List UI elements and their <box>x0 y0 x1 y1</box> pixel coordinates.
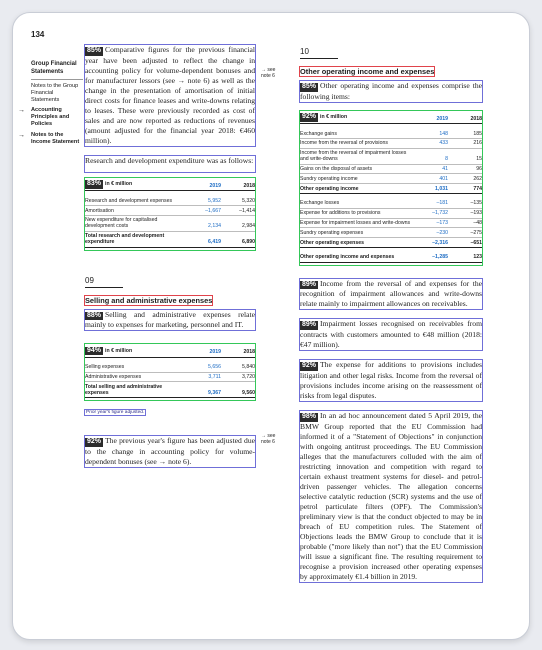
table-row: Administrative expenses 3,711 3,720 <box>85 374 255 381</box>
table-grand-total-row: Other operating income and expenses –1,285 123 <box>300 254 482 261</box>
other-operating-table: 92% in € million 2019 2018 Exchange gains 148 185 Income from the reversal of provisions 433 216 Income from the reversal of impairment losses and write-downs 8 15 Gains on the disposal of assets 41 96 Sundry operating income 401 262 Other operating income 1,031 774 Exchange losses –181 –135 Expense for additions to provisions –1,732 –193 Expense for impairment losses and write-downs –173 –48 Sundry operating expenses –230 –275 Other operating expenses –2,316 –651 Other operating income and expenses –1,285 123 <box>300 111 482 265</box>
sidebar-link-income-statement[interactable]: → Notes to the Income Statement <box>18 131 80 145</box>
rd-table <box>85 178 255 250</box>
footnote: Prior year's figure adjusted. <box>86 410 145 416</box>
table-row: Exchange gains 148 185 <box>300 130 482 137</box>
section-number: 10 <box>300 47 309 56</box>
confidence-badge: 92% <box>87 438 102 446</box>
table-row: Income from the reversal of impairment losses and write-downs 8 15 <box>300 150 482 163</box>
confidence-badge: 92% <box>302 113 317 121</box>
confidence-badge: 98% <box>302 413 317 421</box>
document-page <box>12 12 530 640</box>
section-10 <box>300 47 482 102</box>
table-row: Exchange losses –181 –135 <box>300 200 482 207</box>
confidence-badge: 92% <box>302 362 317 370</box>
confidence-badge: 85% <box>302 83 317 90</box>
section-number: 09 <box>85 275 94 285</box>
table-row: Amortisation –1,667 –1,414 <box>85 207 255 214</box>
rd-caption: Research and development expenditure was as follows: <box>85 156 255 172</box>
sidebar-nav <box>18 61 83 150</box>
table-row: Gains on the disposal of assets 41 96 <box>300 166 482 173</box>
sidebar-title: Group Financial Statements <box>31 61 83 80</box>
col-2019: 2019 <box>187 179 221 191</box>
table-row: Expense for impairment losses and write-downs –173 –48 <box>300 219 482 226</box>
table-row: Sundry operating income 401 262 <box>300 175 482 182</box>
intro-paragraph: 85% Comparative figures for the previous financial year have been adjusted to reflect the change in accounting policy for volume-dependent bonuses and for manufacturer lessors (see → note 6) as well as the change in the presentation of amortisation of initial direct costs for finance leases and write-downs relating to leases. These were previously recorded as cost of sales and are now reported as reductions of revenues (amount adjusted for the financial year 2018: €460 million). <box>85 45 255 145</box>
table-total-row: Other operating income 1,031 774 <box>300 185 482 192</box>
page-number: 134 <box>31 30 45 39</box>
paragraph-provisions: 92% The expense for additions to provisions includes litigation and other legal risks. Income from the reversal of provisions includes income arising on the reassessment of risks from legal disputes. <box>300 360 482 401</box>
confidence-badge: 94% <box>87 346 102 354</box>
confidence-badge: 85% <box>87 47 102 54</box>
table-row: Research and development expenses 5,952 5,320 <box>85 197 255 204</box>
table-row: Sundry operating expenses –230 –275 <box>300 229 482 236</box>
table-row: Selling expenses 5,656 5,840 <box>85 364 255 371</box>
adjust-paragraph: 92% The previous year's figure has been adjusted due to the change in accounting policy for volume-dependent bonuses (see → note 6). <box>85 436 255 466</box>
arrow-right-icon: → <box>18 106 25 114</box>
table-row: Expense for additions to provisions –1,732 –193 <box>300 210 482 217</box>
table-total-row: Total research and development expenditure 6,419 6,890 <box>85 233 255 246</box>
table-row: New expenditure for capitalised development costs 2,134 2,984 <box>85 217 255 230</box>
table-total-row: Total selling and administrative expenses 9,367 9,560 <box>85 383 255 396</box>
rd-table-unit: in € million <box>105 181 133 188</box>
sidebar-link-accounting[interactable]: → Accounting Principles and Policies <box>18 106 70 127</box>
section-10-paragraph: 85% Other operating income and expenses comprise the following items: <box>300 81 482 101</box>
confidence-badge: 89% <box>302 321 317 329</box>
paragraph-reversal: 89% Income from the reversal of and expenses for the recognition of impairment allowances and write-downs relate mainly to impairment allowances on receivables. <box>300 278 482 309</box>
table-total-row: Other operating expenses –2,316 –651 <box>300 239 482 246</box>
section-title: Other operating income and expenses <box>300 67 435 76</box>
section-09 <box>85 276 255 331</box>
arrow-right-icon: → <box>18 131 25 139</box>
confidence-badge: 83% <box>87 180 102 188</box>
confidence-badge: 89% <box>302 280 317 288</box>
confidence-badge: 88% <box>87 311 102 319</box>
section-divider <box>300 58 338 59</box>
left-column <box>85 45 255 467</box>
note-ref-link[interactable]: → see note 6 <box>261 67 276 79</box>
col-2018: 2018 <box>221 179 255 191</box>
right-column <box>300 47 482 582</box>
table-row: Income from the reversal of provisions 433 216 <box>300 140 482 147</box>
section-divider <box>85 287 123 288</box>
sa-table: 94% in € million 2019 2018 Selling expenses 5,656 5,840 Administrative expenses 3,711 3,720 Total selling and administrative expenses 9,367 9,560 <box>85 344 255 400</box>
sidebar-link-notes[interactable]: Notes to the Group Financial Statements <box>31 83 79 103</box>
section-title: Selling and administrative expenses <box>85 295 213 305</box>
section-09-paragraph: 88% Selling and administrative expenses relate mainly to expenses for marketing, personnel and IT. <box>85 309 255 330</box>
note-ref-link[interactable]: → see note 6 <box>261 433 276 445</box>
paragraph-impairment: 89% Impairment losses recognised on receivables from contracts with customers amounted to €48 million (2018: €47 million). <box>300 319 482 350</box>
paragraph-ad-hoc: 98% In an ad hoc announcement dated 5 April 2019, the BMW Group reported that the EU Commission had informed it of a "Statement of Objections" in conjunction with ongoing antitrust proceedings. The EU Commission alleges that the manufacturers colluded with the aim of restricting innovation and competition with regard to certain exhaust treatment systems for diesel- and petrol-driven passenger vehicles. The allegation concerns selective catalytic reduction (SCR) systems and the use of petrol particulate filters (OPF). The Commission's preliminary view is that the conduct objected to may be in breach of EU competition rules. The Statement of Objections leads the BMW Group to conclude that it is probable ("more likely than not") that the EU Commission will issue a significant fine. The resulting requirement to recognise a provision increased other operating expenses by approximately €1.4 billion in 2019. <box>300 411 482 582</box>
